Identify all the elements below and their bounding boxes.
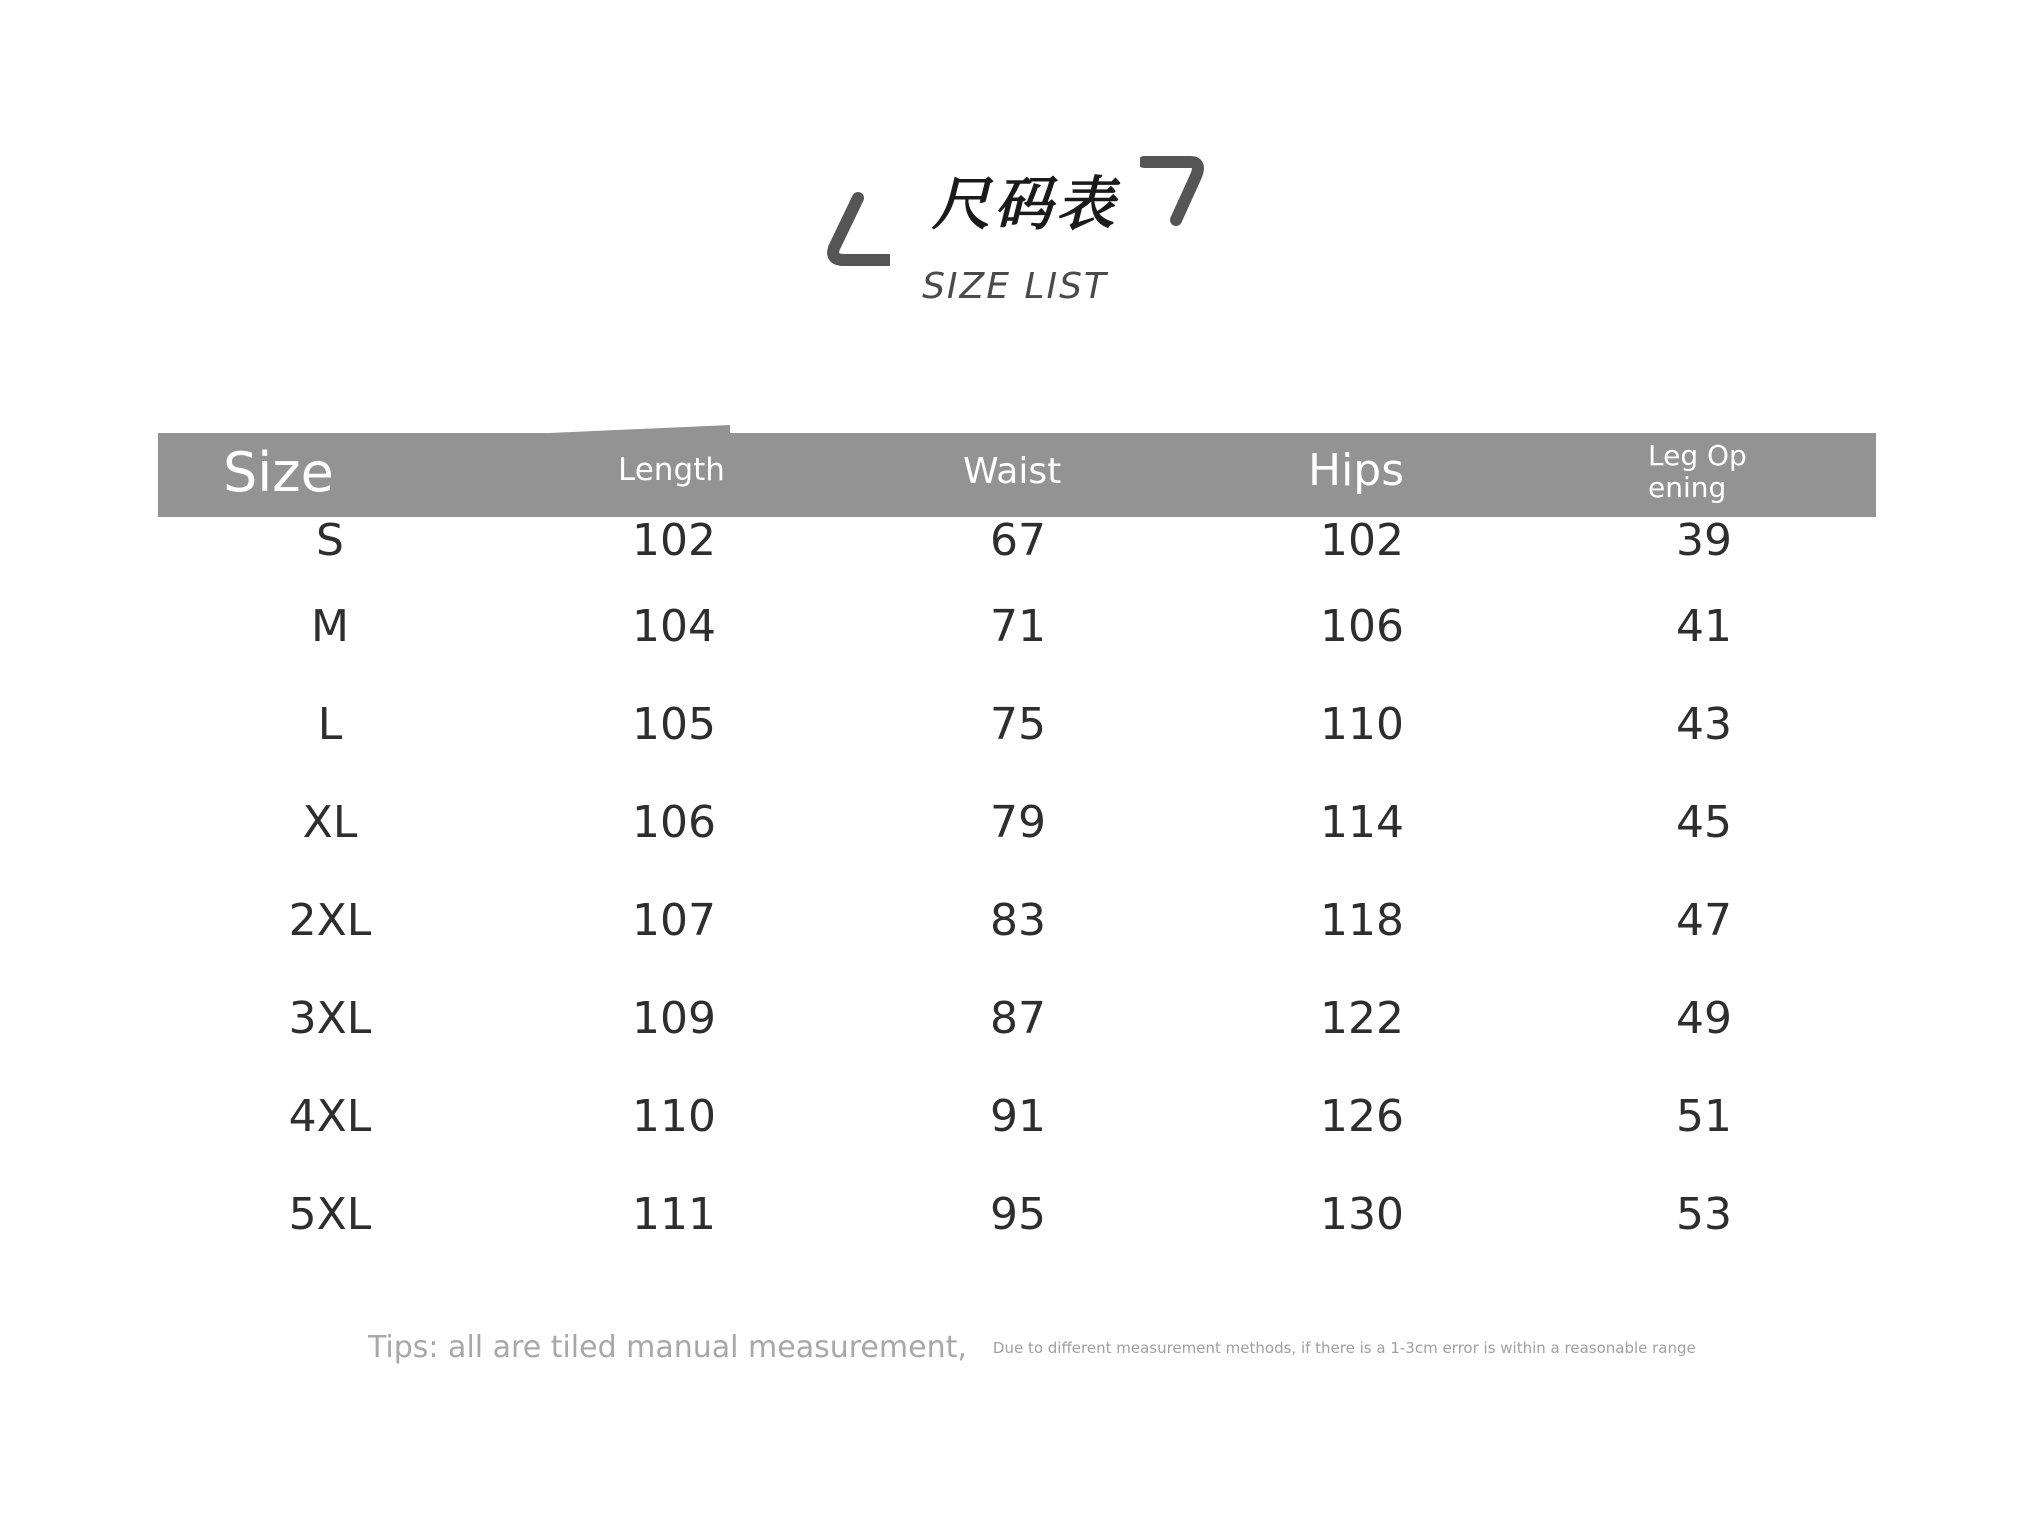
- header-length: Length: [618, 452, 725, 488]
- tips-line: [368, 1330, 1868, 1365]
- cell-size: M: [311, 601, 349, 652]
- header-hips: Hips: [1308, 445, 1405, 496]
- cell-size: 4XL: [288, 1091, 372, 1142]
- cell-length: 107: [632, 895, 716, 946]
- table-row: [158, 981, 1876, 1079]
- title-english: SIZE LIST: [922, 266, 1108, 307]
- table-row: [158, 883, 1876, 981]
- cell-length: 104: [632, 601, 716, 652]
- cell-length: 102: [632, 515, 716, 566]
- cell-waist: 83: [990, 895, 1046, 946]
- cell-hips: 102: [1320, 515, 1404, 566]
- header-size: Size: [223, 441, 334, 504]
- title-chinese: 尺码表: [931, 170, 1118, 238]
- cell-waist: 71: [990, 601, 1046, 652]
- cell-size: 5XL: [288, 1189, 372, 1240]
- cell-length: 105: [632, 699, 716, 750]
- cell-size: 2XL: [288, 895, 372, 946]
- size-table-body: [158, 517, 1876, 1275]
- cell-hips: 126: [1320, 1091, 1404, 1142]
- cell-hips: 106: [1320, 601, 1404, 652]
- cell-size: L: [317, 699, 343, 750]
- cell-size: XL: [302, 797, 358, 848]
- cell-length: 106: [632, 797, 716, 848]
- cell-waist: 91: [990, 1091, 1046, 1142]
- cell-hips: 114: [1320, 797, 1404, 848]
- cell-leg-opening: 47: [1676, 895, 1732, 946]
- left-bracket-icon: [820, 190, 890, 270]
- table-row: [158, 1079, 1876, 1177]
- right-bracket-icon: [1140, 150, 1210, 230]
- tips-note-text: Due to different measurement methods, if there is a 1-3cm error is within a reasonable range: [992, 1338, 1696, 1357]
- header-waist: Waist: [963, 451, 1062, 492]
- cell-waist: 79: [990, 797, 1046, 848]
- table-row: [158, 589, 1876, 687]
- cell-length: 111: [632, 1189, 716, 1240]
- title-block: [0, 140, 2021, 320]
- header-leg-opening: Leg Op ening: [1648, 439, 1747, 504]
- cell-leg-opening: 49: [1676, 993, 1732, 1044]
- cell-leg-opening: 51: [1676, 1091, 1732, 1142]
- cell-waist: 67: [990, 515, 1046, 566]
- cell-waist: 75: [990, 699, 1046, 750]
- cell-waist: 87: [990, 993, 1046, 1044]
- table-row: [158, 517, 1876, 589]
- cell-size: S: [316, 515, 344, 566]
- cell-leg-opening: 43: [1676, 699, 1732, 750]
- tips-main-text: Tips: all are tiled manual measurement,: [368, 1330, 967, 1365]
- table-row: [158, 687, 1876, 785]
- cell-leg-opening: 39: [1676, 515, 1732, 566]
- cell-length: 110: [632, 1091, 716, 1142]
- cell-size: 3XL: [288, 993, 372, 1044]
- table-row: [158, 785, 1876, 883]
- table-row: [158, 1177, 1876, 1275]
- cell-hips: 110: [1320, 699, 1404, 750]
- cell-length: 109: [632, 993, 716, 1044]
- cell-hips: 130: [1320, 1189, 1404, 1240]
- cell-leg-opening: 45: [1676, 797, 1732, 848]
- cell-hips: 118: [1320, 895, 1404, 946]
- cell-hips: 122: [1320, 993, 1404, 1044]
- cell-leg-opening: 53: [1676, 1189, 1732, 1240]
- cell-leg-opening: 41: [1676, 601, 1732, 652]
- cell-waist: 95: [990, 1189, 1046, 1240]
